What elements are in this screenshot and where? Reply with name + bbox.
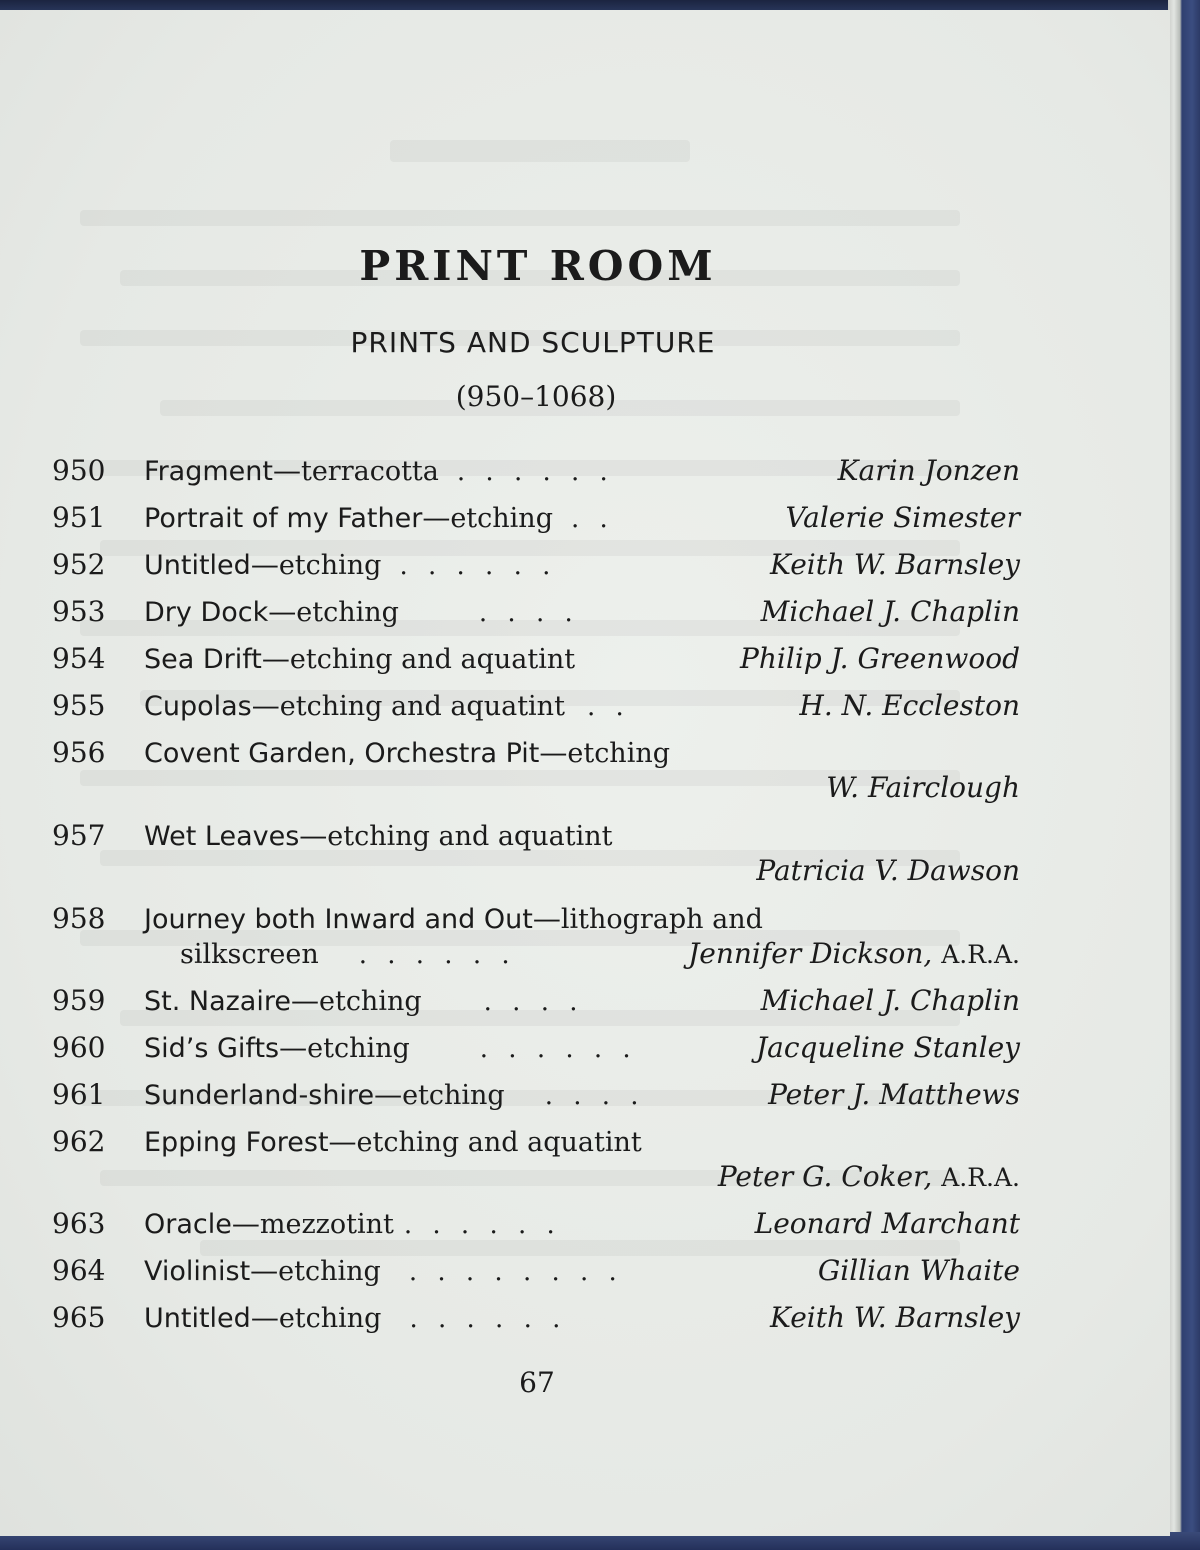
book-cover-right-edge — [1168, 0, 1200, 1550]
catalogue-entry: 961 Sunderland-shire—etching . . . . Peter J. Matthews — [52, 1075, 1020, 1115]
catalogue-entry: 958 Journey both Inward and Out—lithograph and — [52, 899, 1020, 939]
entry-number: 957 — [52, 819, 106, 852]
catalogue-entry: 956 Covent Garden, Orchestra Pit—etching — [52, 733, 1020, 773]
entry-title: Covent Garden, Orchestra Pit — [144, 738, 540, 769]
entry-title: Violinist — [144, 1256, 251, 1287]
entry-title: Sunderland-shire — [144, 1080, 375, 1111]
entry-title: Untitled — [144, 1303, 251, 1334]
entry-number: 959 — [52, 984, 106, 1017]
entry-number: 961 — [52, 1078, 106, 1111]
page-number: 67 — [519, 1366, 555, 1399]
entry-medium: etching — [278, 550, 382, 581]
dot-leader: . . . . . . — [403, 1210, 561, 1240]
entry-medium: terracotta — [300, 456, 439, 487]
page-title: PRINT ROOM — [359, 242, 717, 290]
entry-title: Cupolas — [144, 691, 252, 722]
entry-medium: etching — [278, 1303, 382, 1334]
dot-leader: . . . . — [544, 1081, 645, 1111]
entry-title: Oracle — [144, 1209, 232, 1240]
entry-artist: Peter G. Coker, — [717, 1160, 933, 1193]
entry-title: Wet Leaves — [144, 821, 300, 852]
dot-leader: . . . . . . — [358, 940, 516, 970]
entry-title: Portrait of my Father — [144, 503, 423, 534]
entry-medium: etching and aquatint — [327, 821, 613, 852]
entry-number: 954 — [52, 642, 106, 675]
entry-artist: Jacqueline Stanley — [755, 1031, 1020, 1064]
entry-medium: etching and aquatint — [289, 644, 576, 675]
entry-title: Dry Dock — [144, 597, 269, 628]
dot-leader: . . . . . . . . — [408, 1257, 623, 1287]
entry-title: Untitled — [144, 550, 251, 581]
catalogue-entry: 959 St. Nazaire—etching . . . . Michael J. Chaplin — [52, 981, 1020, 1021]
entry-artist: Keith W. Barnsley — [770, 548, 1020, 581]
entry-artist: Jennifer Dickson, — [688, 937, 933, 970]
catalogue-entry-list — [0, 10, 1170, 1510]
dot-leader: . . . . — [478, 598, 579, 628]
entry-title: St. Nazaire — [144, 986, 291, 1017]
catalogue-entry: 962 Epping Forest—etching and aquatint — [52, 1122, 1020, 1162]
entry-artist: Michael J. Chaplin — [760, 595, 1020, 628]
entry-title: Journey both Inward and Out — [144, 904, 533, 935]
entry-medium: etching — [278, 1256, 381, 1287]
entry-number: 955 — [52, 689, 106, 722]
entry-medium: etching and aquatint — [279, 691, 565, 722]
entry-medium: etching — [567, 738, 671, 769]
entry-number: 952 — [52, 548, 106, 581]
entry-number: 953 — [52, 595, 106, 628]
entry-medium: etching — [450, 503, 553, 534]
entry-number: 960 — [52, 1031, 106, 1064]
entry-artist-honours: A.R.A. — [941, 940, 1020, 969]
entry-artist-honours: A.R.A. — [941, 1163, 1020, 1192]
section-subtitle: PRINTS AND SCULPTURE — [350, 326, 716, 359]
catalogue-entry: 957 Wet Leaves—etching and aquatint — [52, 816, 1020, 856]
entry-title: Epping Forest — [144, 1127, 329, 1158]
catalogue-entry-continuation — [52, 1157, 1020, 1197]
entry-medium: etching and aquatint — [356, 1127, 642, 1158]
entry-artist: Gillian Whaite — [817, 1254, 1020, 1287]
catalogue-entry: 953 Dry Dock—etching . . . . Michael J. Chaplin — [52, 592, 1020, 632]
entry-artist: Leonard Marchant — [754, 1207, 1020, 1240]
dot-leader: . . . . . . — [479, 1034, 637, 1064]
catalogue-entry: 950 Fragment—terracotta . . . . . . Karin Jonzen — [52, 451, 1020, 491]
entry-number: 950 — [52, 454, 106, 487]
entry-artist: Valerie Simester — [785, 501, 1020, 534]
catalogue-entry: 951 Portrait of my Father—etching . . Valerie Simester — [52, 498, 1020, 538]
catalogue-entry: 960 Sid’s Gifts—etching . . . . . . Jacqueline Stanley — [52, 1028, 1020, 1068]
entry-medium: mezzotint — [259, 1209, 394, 1240]
entry-medium: etching — [307, 1033, 410, 1064]
entry-number: 958 — [52, 902, 106, 935]
entry-artist: W. Fairclough — [826, 771, 1020, 804]
entry-artist: H. N. Eccleston — [799, 689, 1020, 722]
entry-artist: Patricia V. Dawson — [756, 854, 1020, 887]
entry-medium: lithograph and — [560, 904, 763, 935]
entry-artist: Michael J. Chaplin — [760, 984, 1020, 1017]
entry-title: Fragment — [144, 456, 273, 487]
entry-number: 951 — [52, 501, 106, 534]
catalogue-entry: 955 Cupolas—etching and aquatint . . H. N. Eccleston — [52, 686, 1020, 726]
dot-leader: . . — [570, 504, 614, 534]
entry-number: 962 — [52, 1125, 106, 1158]
catalogue-entry-continuation — [52, 851, 1020, 891]
catalogue-entry: 963 Oracle—mezzotint . . . . . . Leonard Marchant — [52, 1204, 1020, 1244]
entry-artist: Philip J. Greenwood — [740, 642, 1020, 675]
catalogue-entry-continuation — [52, 768, 1020, 808]
entry-number: 956 — [52, 736, 106, 769]
dot-leader: . . . . . . — [399, 551, 557, 581]
dot-leader: . . . . . . — [456, 457, 614, 487]
entry-artist: Keith W. Barnsley — [770, 1301, 1020, 1334]
entry-medium: etching — [296, 597, 399, 628]
catalogue-number-range: (950–1068) — [455, 380, 617, 413]
entry-medium: etching — [318, 986, 422, 1017]
entry-title: Sid’s Gifts — [144, 1033, 280, 1064]
catalogue-entry: 964 Violinist—etching . . . . . . . . Gillian Whaite — [52, 1251, 1020, 1291]
entry-medium: etching — [402, 1080, 505, 1111]
catalogue-page — [0, 10, 1170, 1536]
dot-leader: . . . . . . — [409, 1304, 567, 1334]
catalogue-entry-continuation — [52, 934, 1020, 974]
dot-leader: . . — [586, 692, 630, 722]
entry-artist: Peter J. Matthews — [768, 1078, 1020, 1111]
entry-number: 964 — [52, 1254, 106, 1287]
dot-leader: . . . . — [483, 987, 584, 1017]
entry-number: 965 — [52, 1301, 106, 1334]
entry-artist: Karin Jonzen — [837, 454, 1020, 487]
entry-medium-continued: silkscreen — [180, 939, 319, 970]
catalogue-entry: 954 Sea Drift—etching and aquatint Philip J. Greenwood — [52, 639, 1020, 679]
catalogue-entry: 952 Untitled—etching . . . . . . Keith W. Barnsley — [52, 545, 1020, 585]
catalogue-entry: 965 Untitled—etching . . . . . . Keith W. Barnsley — [52, 1298, 1020, 1338]
entry-title: Sea Drift — [144, 644, 262, 675]
entry-number: 963 — [52, 1207, 106, 1240]
